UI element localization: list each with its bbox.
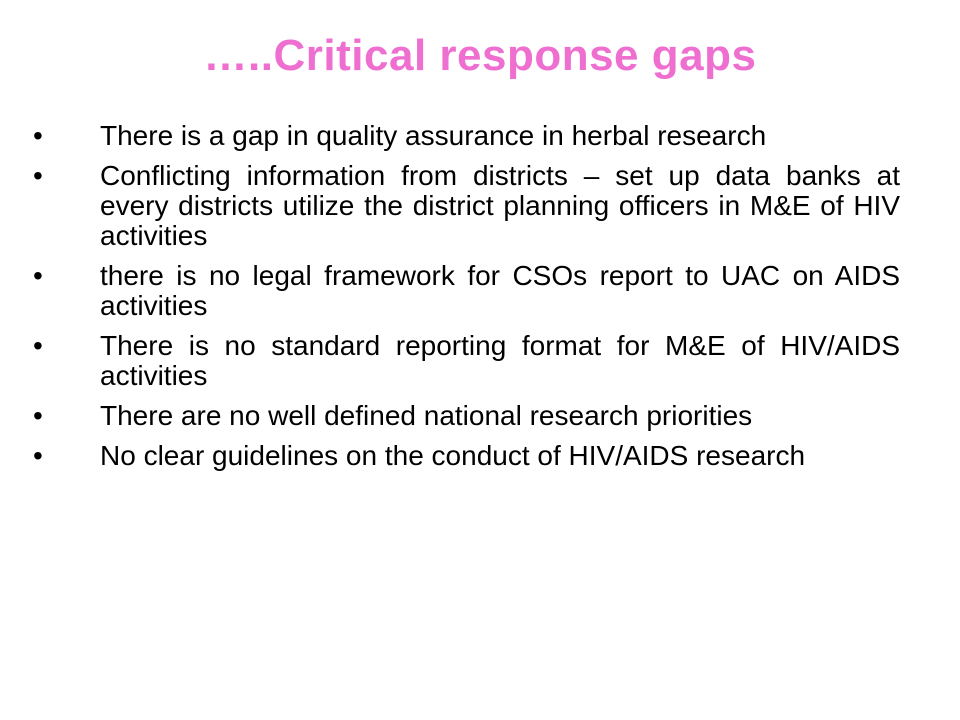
bullet-marker: • [33, 330, 43, 361]
bullet-text: No clear guidelines on the conduct of HIV/AIDS research [100, 440, 806, 471]
bullet-item [0, 161, 960, 251]
bullet-item [0, 331, 960, 391]
bullet-item [0, 121, 960, 151]
bullet-text: there is no legal framework for CSOs report to UAC on AIDS activities [100, 260, 900, 321]
bullet-item [0, 441, 960, 471]
bullet-item [0, 401, 960, 431]
bullet-marker: • [33, 160, 43, 191]
bullet-marker: • [33, 260, 43, 291]
bullet-list [0, 121, 960, 481]
bullet-text: There is no standard reporting format for M&E of HIV/AIDS activities [100, 330, 900, 391]
bullet-item [0, 261, 960, 321]
bullet-marker: • [33, 440, 43, 471]
slide-title: …..Critical response gaps [203, 31, 757, 80]
bullet-text: There is a gap in quality assurance in herbal research [100, 120, 767, 151]
bullet-text: Conflicting information from districts – set up data banks at every districts utilize the district planning officers in M&E of HIV activities [100, 160, 900, 251]
bullet-text: There are no well defined national research priorities [100, 400, 753, 431]
bullet-marker: • [33, 400, 43, 431]
bullet-marker: • [33, 120, 43, 151]
